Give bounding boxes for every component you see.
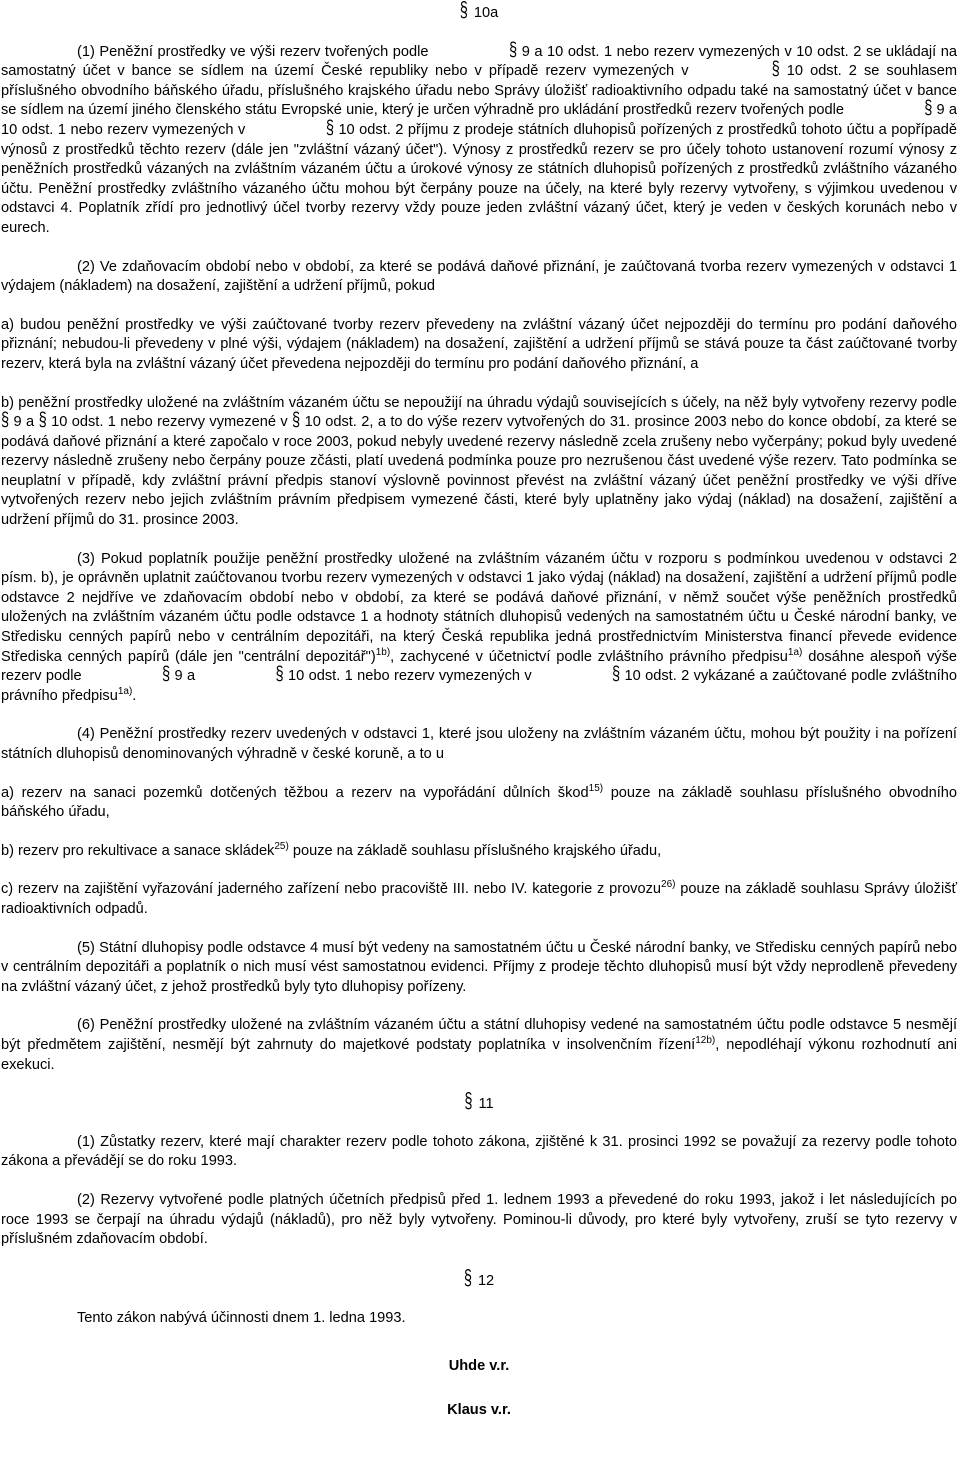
- paragraph: (2) Ve zdaňovacím období nebo v období, za které se podává daňové přiznání, je zaúčtovaná tvorba rezerv vymezených v odstavci 1 výdajem (nákladem) na dosažení, zajištění a udržení příjmů, pokud: [1, 258, 957, 295]
- section-number: 10a: [473, 5, 499, 21]
- paragraph: (4) Peněžní prostředky rezerv uvedených v odstavci 1, které jsou uloženy na zvláštním vázaném účtu, mohou být použity i na pořízení státních dluhopisů denominovaných výhradně v české koruně, a to u: [1, 726, 957, 762]
- section-heading: [1, 0, 957, 24]
- section-number: 12: [477, 1272, 495, 1289]
- paragraph: (1) Peněžní prostředky ve výši rezerv tvořených podle § 9 a 10 odst. 1 nebo rezerv vymezených v 10 odst. 2 se ukládají na samostatný účet v bance se sídlem na území České republiky nebo v případě rezerv vymezených v § 10 odst. 2 se souhlasem příslušného obvodního báňského úřadu, příslušného krajského úřadu nebo Správy úložišť radioaktivního odpadu také na samostatný účet v bance se sídlem na území jiného členského státu Evropské unie, který je určen výhradně pro ukládání prostředků rezerv tvořených podle § 9 a 10 odst. 1 nebo rezerv vymezených v § 10 odst. 2 příjmu z prodeje státních dluhopisů pořízených z prostředků tohoto účtu a popřípadě výnosů z prostředků těchto rezerv (dále jen "zvláštní vázaný účet"). Výnosy z prostředků rezerv se pro účely tohoto ustanovení rozumí výnosy z peněžních prostředků vázaných na zvláštním vázaném účtu a úrokové výnosy ze státních dluhopisů pořízených z prostředků zvláštního vázaného účtu. Peněžní prostředky zvláštního vázaného účtu mohou být čerpány pouze na účely, na které byly rezervy vytvořeny, s výjimkou uvedenou v odstavci 4. Poplatník zřídí pro jednotlivý účel tvorby rezervy vždy pouze jeden zvláštní vázaný účet, který je veden v českých korunách nebo v eurech.: [1, 39, 957, 236]
- paragraph: (3) Pokud poplatník použije peněžní prostředky uložené na zvláštním vázaném účtu v rozporu s podmínkou uvedenou v odstavci 2 písm. b), je oprávněn uplatnit zaúčtovanou tvorbu rezerv vymezených v odstavci 1 jako výdaj (náklad) na dosažení, zajištění a udržení příjmů podle odstavce 2 nejdříve ve zdaňovacím období nebo v období, za které se podává daňové přiznání, v němž součet výše peněžních prostředků uložených na zvláštním vázaném účtu podle odstavce 1 a hodnoty státních dluhopisů vedených na samostatném účtu u České národní banky, ve Středisku cenných papírů nebo v centrálním depozitáři, na který Česká republika jedná prostřednictvím Ministerstva financí převede evidence Střediska cenných papírů (dále jen "centrální depozitář")$^{1b)}$, zachycené v účetnictví podle zvláštního právního předpisu$^{1a)}$ dosáhne alespoň výše rezerv podle § 9 a § 10 odst. 1 nebo rezerv vymezených v § 10 odst. 2 vykázané a zaúčtované podle zvláštního právního předpisu$^{1a)}$.: [1, 550, 957, 704]
- paragraph: (2) Rezervy vytvořené podle platných účetních předpisů před 1. lednem 1993 a převedené do roku 1993, jakož i let následujících po roce 1993 se čerpají na úhradu výdajů (nákladů), pro něž byly vytvořeny. Pominou-li důvody, pro které byly vytvořeny, zruší se tyto rezervy v příslušném zdaňovacím období.: [1, 1191, 957, 1248]
- section-number: 11: [478, 1096, 494, 1113]
- paragraph: b) rezerv pro rekultivace a sanace skládek$^{25)}$ pouze na základě souhlasu příslušného krajského úřadu,: [1, 840, 662, 859]
- section-sign: §: [463, 1266, 472, 1291]
- section-heading: [1, 1266, 957, 1292]
- paragraph: a) budou peněžní prostředky ve výši zaúčtované tvorby rezerv převedeny na zvláštní vázaný účet nejpozději do termínu pro podání daňového přiznání; nebudou-li převedeny v plné výši, výdajem (nákladem) na dosažení, zajištění a udržení příjmů se stává pouze ta část zaúčtované tvorby rezerv, která byla na zvláštní vázaný účet převedena nejpozději do termínu pro podání daňového přiznání, a: [1, 316, 957, 372]
- section-heading: [1, 1090, 957, 1115]
- paragraph: (6) Peněžní prostředky uložené na zvláštním vázaném účtu a státní dluhopisy vedené na samostatném účtu podle odstavce 5 nesmějí být předmětem zajištění, nesmějí být zahrnuty do majetkové podstaty poplatníka v insolvenčním řízení$^{12b)}$, nepodléhají výkonu rozhodnutí ani exekuci.: [1, 1017, 958, 1073]
- paragraph: (1) Zůstatky rezerv, které mají charakter rezerv podle tohoto zákona, zjištěné k 31. prosinci 1992 se považují za rezervy podle tohoto zákona a převádějí se do roku 1993.: [1, 1133, 957, 1170]
- section-sign: §: [459, 0, 468, 23]
- section-sign: §: [464, 1090, 473, 1114]
- paragraph: a) rezerv na sanaci pozemků dotčených těžbou a rezerv na vypořádání důlních škod$^{15)}$ pouze na základě souhlasu příslušného obvodního báňského úřadu,: [1, 782, 957, 821]
- signature: Klaus v.r.: [447, 1402, 511, 1419]
- paragraph: c) rezerv na zajištění vyřazování jaderného zařízení nebo pracoviště III. nebo IV. kategorie z provozu$^{26)}$ pouze na základě souhlasu Správy úložišť radioaktivních odpadů.: [1, 879, 957, 917]
- paragraph: Tento zákon nabývá účinnosti dnem 1. ledna 1993.: [77, 1310, 406, 1327]
- paragraph: (5) Státní dluhopisy podle odstavce 4 musí být vedeny na samostatném účtu u České národní banky, ve Středisku cenných papírů nebo v centrálním depozitáři a poplatník o nich musí vést samostatnou evidenci. Příjmy z prodeje těchto dluhopisů musí být vždy neprodleně převedeny na zvláštní vázaný účet, z jehož prostředků byly tyto dluhopisy pořízeny.: [1, 939, 957, 995]
- paragraph: b) peněžní prostředky uložené na zvláštním vázaném účtu se nepoužijí na úhradu výdajů souvisejících s účely, na něž byly vytvořeny rezervy podle § 9 a § 10 odst. 1 nebo rezervy vymezené v § 10 odst. 2, a to do výše rezerv vytvořených do 31. prosince 2003 nebo do konce období, za které se podává daňové přiznání a které započalo v roce 2003, pokud nebyly uvedené rezervy následně zcela zrušeny nebo vyčerpány; pokud byly uvedené rezervy následně zrušeny nebo čerpány pouze zčásti, platí uvedená podmínka pouze pro nezrušenou část uvedené výše rezerv. Tato podmínka se neuplatní v případě, kdy zvláštní právní předpis stanoví výslovně povinnost převést na zvláštní vázaný účet peněžní prostředky ve výši dříve vytvořených rezerv nebo jejich zvláštním právním předpisem vymezené části, které byly uplatněny jako výdaj (náklad) na dosažení, zajištění a udržení příjmů do 31. prosince 2003.: [1, 394, 957, 529]
- signature: Uhde v.r.: [448, 1357, 510, 1374]
